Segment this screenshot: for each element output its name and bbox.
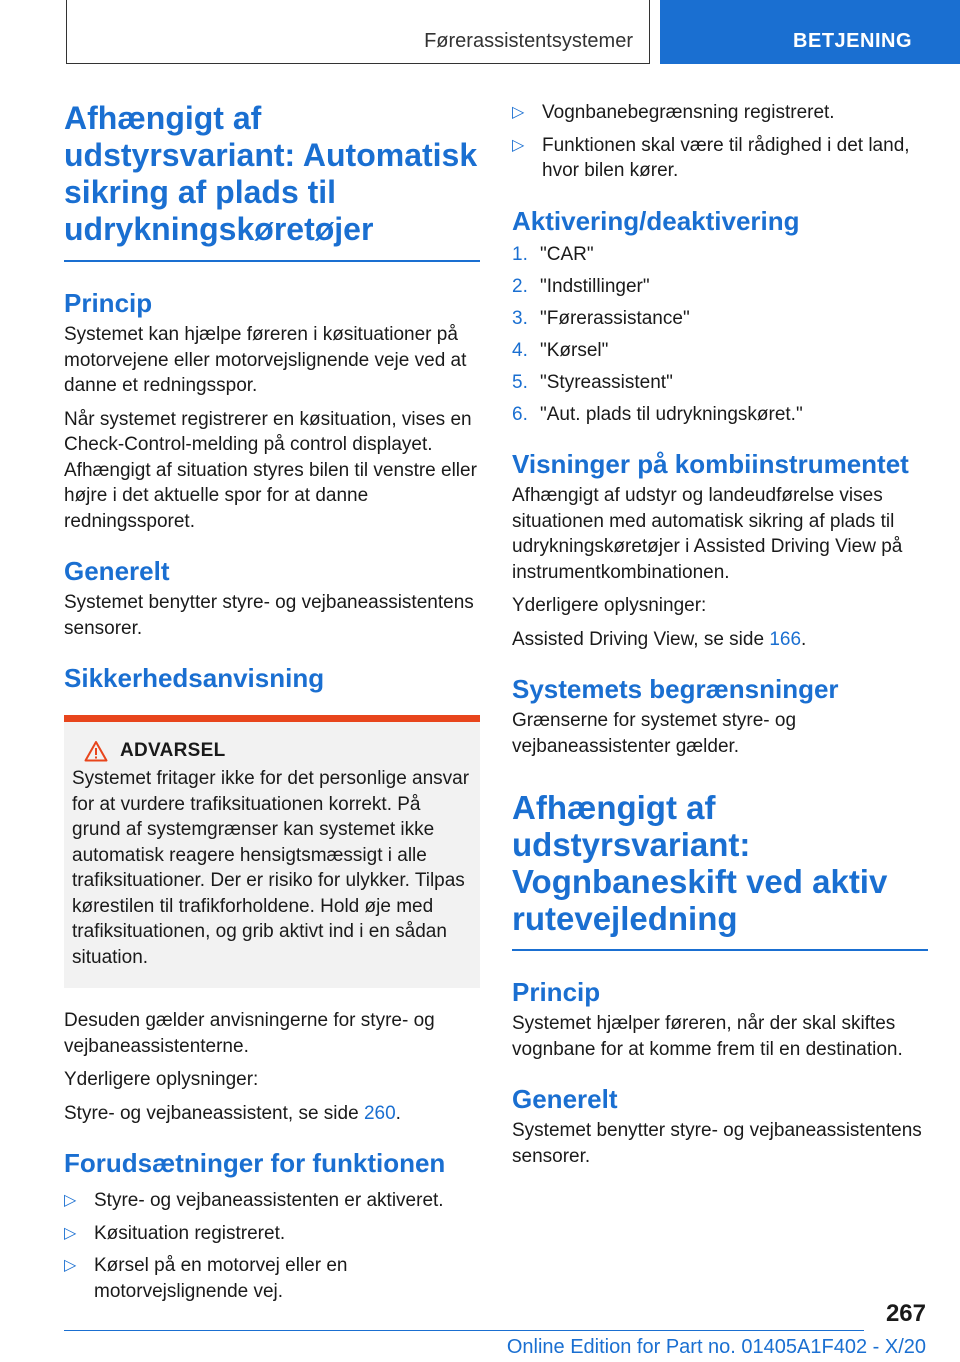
- page-number: 267: [885, 1300, 926, 1327]
- right-column: [512, 100, 928, 1191]
- section-begraensninger: [512, 674, 928, 759]
- step-number: 4.: [512, 339, 528, 361]
- step-item: [512, 274, 928, 300]
- heading-sikkerhed: Sikkerhedsanvisning: [64, 663, 325, 693]
- paragraph: Systemet benytter styre- og vejbaneassistentens sensorer.: [512, 1120, 922, 1167]
- section-title: Førerassistentsystemer: [424, 30, 633, 52]
- warning-text: Systemet fritager ikke for det personlige ansvar for at vurdere trafiksituationen korrekt. På grund af systemgrænser kan systemet ikke automatisk reagere hensigtsmæssigt i alle trafiksituationer. Der er risiko for ulykker. Tilpas kørestilen til trafikforholdene. Hold øje med trafiksituationen, og grib aktivt ind i en sådan situation.: [72, 768, 470, 968]
- heading-generelt: Generelt: [64, 556, 170, 586]
- heading-generelt: Generelt: [512, 1084, 618, 1114]
- chapter-tab[interactable]: [660, 0, 960, 64]
- list-item-text: Kørsel på en motorvej eller en motorvejslignende vej.: [94, 1255, 348, 1302]
- warning-triangle-icon: [84, 740, 108, 762]
- paragraph: Systemet hjælper føreren, når der skal skiftes vognbane for at komme frem til en destination.: [512, 1013, 903, 1060]
- list-item: [512, 133, 928, 184]
- step-item: [512, 306, 928, 332]
- reference-text: Styre- og vejbaneassistent, se side: [64, 1102, 364, 1124]
- warning-box: [64, 715, 480, 988]
- step-item: [512, 402, 928, 428]
- triangle-bullet-icon: ▷: [64, 1192, 77, 1209]
- reference-text: Assisted Driving View, se side: [512, 628, 770, 650]
- heading-forudsaetninger: Forudsætninger for funktionen: [64, 1148, 446, 1178]
- section-generelt: [64, 556, 480, 641]
- page-link[interactable]: 260: [363, 1102, 396, 1124]
- step-number: 5.: [512, 371, 528, 393]
- paragraph: [64, 1101, 480, 1127]
- period: .: [395, 1102, 401, 1124]
- step-number: 2.: [512, 275, 528, 297]
- section-aktivering: [512, 206, 928, 428]
- paragraph: Grænserne for systemet styre- og vejbaneassistenter gælder.: [512, 710, 797, 757]
- article-title: Afhængigt af udstyrsvariant: Vognbaneskift ved aktiv rutevejledning: [512, 789, 888, 937]
- heading-begraensninger: Systemets begrænsninger: [512, 674, 839, 704]
- heading-princip: Princip: [512, 977, 601, 1007]
- section-princip: [64, 288, 480, 534]
- title-rule: [512, 949, 928, 951]
- paragraph: Systemet benytter styre- og vejbaneassistentens sensorer.: [64, 592, 474, 639]
- step-text: "Kørsel": [540, 339, 609, 361]
- list-item-text: Funktionen skal være til rådighed i det land, hvor bilen kører.: [542, 134, 910, 181]
- section-sikkerhed: [64, 663, 480, 1126]
- paragraph: Yderligere oplysninger:: [64, 1069, 259, 1090]
- step-number: 1.: [512, 243, 528, 265]
- step-item: [512, 242, 928, 268]
- period: .: [801, 628, 807, 650]
- section-forudsaetninger: [64, 1148, 480, 1304]
- paragraph: Desuden gælder anvisningerne for styre- og vejbaneassistenterne.: [64, 1010, 435, 1057]
- list-item-text: Styre- og vejbaneassistenten er aktiveret.: [94, 1190, 444, 1211]
- page-header: [0, 0, 960, 66]
- triangle-bullet-icon: ▷: [64, 1257, 77, 1274]
- title-rule: [64, 260, 480, 262]
- list-item: [512, 100, 928, 126]
- step-text: "CAR": [540, 243, 594, 265]
- triangle-bullet-icon: ▷: [512, 104, 525, 121]
- list-item-text: Vognbanebegrænsning registreret.: [542, 102, 835, 123]
- requirements-list-continued: [512, 100, 928, 184]
- step-text: "Styreassistent": [540, 371, 673, 393]
- heading-princip: Princip: [64, 288, 153, 318]
- section-generelt-2: [512, 1084, 928, 1169]
- requirements-list: [64, 1188, 480, 1304]
- heading-aktivering: Aktivering/deaktivering: [512, 205, 800, 236]
- warning-title: ADVARSEL: [120, 740, 226, 761]
- article-title: Afhængigt af udstyrsvariant: Automatisk sikring af plads til udrykningskøretøjer: [64, 100, 478, 247]
- list-item: [64, 1221, 480, 1247]
- heading-visninger: Visninger på kombiinstrumentet: [512, 449, 909, 479]
- list-item: [64, 1253, 480, 1304]
- paragraph: Yderligere oplysninger:: [512, 595, 707, 616]
- step-number: 3.: [512, 307, 528, 329]
- steps-list: [512, 242, 928, 428]
- step-text: "Førerassistance": [540, 307, 690, 329]
- paragraph: Afhængigt af udstyr og landeudførelse vises situationen med automatisk sikring af plads til udrykningskøretøjer i Assisted Driving View på instrumentkombinationen.: [512, 485, 903, 583]
- warning-header: [84, 740, 472, 762]
- chapter-tab-label: BETJENING: [793, 30, 912, 52]
- step-number: 6.: [512, 403, 528, 425]
- section-visninger: [512, 449, 928, 652]
- paragraph: [512, 627, 928, 653]
- step-text: "Indstillinger": [540, 275, 650, 297]
- triangle-bullet-icon: ▷: [64, 1224, 77, 1242]
- page-link[interactable]: 166: [769, 628, 802, 650]
- section-princip-2: [512, 977, 928, 1062]
- edition-text: Online Edition for Part no. 01405A1F402 - X/20: [506, 1336, 926, 1358]
- paragraph: Systemet kan hjælpe føreren i køsituationer på motorvejene eller motorvejslignende veje ved at danne et redningsspor.: [64, 324, 467, 396]
- left-column: [64, 100, 480, 1326]
- list-item-text: Køsituation registreret.: [94, 1222, 286, 1244]
- footer-rule: [64, 1330, 864, 1331]
- triangle-bullet-icon: ▷: [512, 136, 525, 154]
- step-item: [512, 338, 928, 364]
- step-text: "Aut. plads til udrykningskøret.": [540, 403, 803, 425]
- list-item: [64, 1188, 480, 1214]
- section-header-box: [66, 0, 650, 64]
- paragraph: Når systemet registrerer en køsituation, vises en Check-Control-melding på control displayet. Afhængigt af situation styres bilen til venstre eller højre i det aktuelle spor for at danne redningssporet.: [64, 408, 477, 532]
- step-item: [512, 370, 928, 396]
